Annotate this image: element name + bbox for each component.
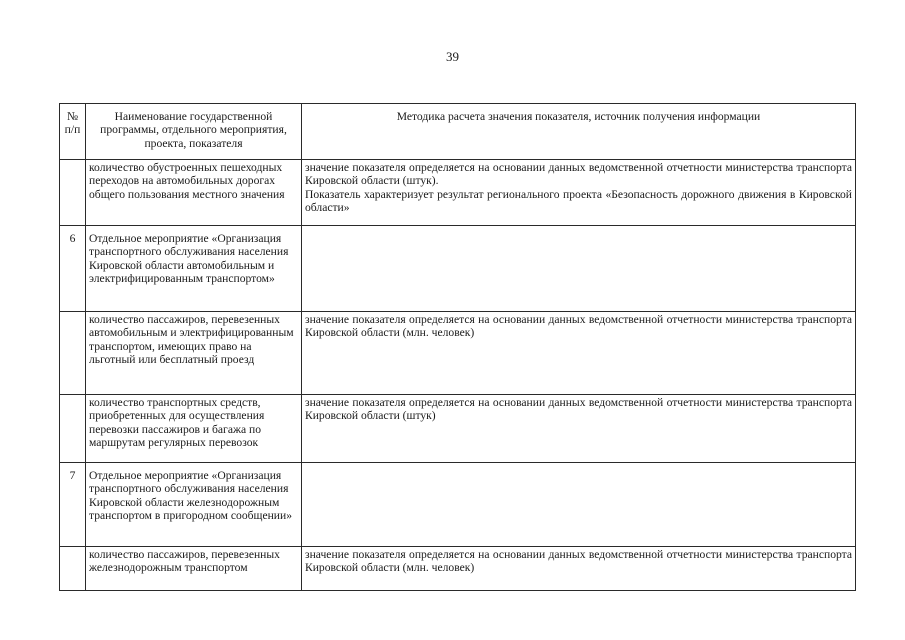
method-text: значение показателя определяется на основании данных ведомственной отчетности министерства транспорта Кировской области (млн. человек) bbox=[305, 313, 852, 340]
table-header-row bbox=[60, 104, 856, 160]
header-method: Методика расчета значения показателя, источник получения информации bbox=[302, 104, 856, 160]
table-row bbox=[60, 312, 856, 395]
row-num bbox=[60, 547, 86, 591]
row-num bbox=[60, 312, 86, 395]
row-name: количество обустроенных пешеходных переходов на автомобильных дорогах общего пользования местного значения bbox=[86, 160, 302, 226]
row-method bbox=[302, 160, 856, 226]
row-method bbox=[302, 463, 856, 547]
row-num: 7 bbox=[60, 463, 86, 547]
row-name: количество пассажиров, перевезенных автомобильным и электрифицированным транспортом, имеющих право на льготный или бесплатный проезд bbox=[86, 312, 302, 395]
table-row bbox=[60, 463, 856, 547]
method-text: Показатель характеризует результат регионального проекта «Безопасность дорожного движения в Кировской области» bbox=[305, 187, 852, 215]
table-row bbox=[60, 395, 856, 463]
table-row bbox=[60, 547, 856, 591]
row-name: Отдельное мероприятие «Организация транспортного обслуживания населения Кировской области автомобильным и электрифицированным транспортом» bbox=[86, 226, 302, 312]
table-row bbox=[60, 160, 856, 226]
indicators-table bbox=[59, 103, 856, 591]
row-num: 6 bbox=[60, 226, 86, 312]
row-method bbox=[302, 226, 856, 312]
row-method bbox=[302, 547, 856, 591]
method-text: значение показателя определяется на основании данных ведомственной отчетности министерства транспорта Кировской области (штук). bbox=[305, 161, 852, 188]
row-name: Отдельное мероприятие «Организация транспортного обслуживания населения Кировской области железнодорожным транспортом в пригородном сообщении» bbox=[86, 463, 302, 547]
row-name: количество транспортных средств, приобретенных для осуществления перевозки пассажиров и багажа по маршрутам регулярных перевозок bbox=[86, 395, 302, 463]
row-num bbox=[60, 395, 86, 463]
method-text: значение показателя определяется на основании данных ведомственной отчетности министерства транспорта Кировской области (штук) bbox=[305, 396, 852, 423]
row-method bbox=[302, 312, 856, 395]
header-name: Наименование государственной программы, отдельного мероприятия, проекта, показателя bbox=[86, 104, 302, 160]
row-name: количество пассажиров, перевезенных железнодорожным транспортом bbox=[86, 547, 302, 591]
row-method bbox=[302, 395, 856, 463]
page-number: 39 bbox=[446, 49, 459, 64]
table-row bbox=[60, 226, 856, 312]
row-num bbox=[60, 160, 86, 226]
header-num: № п/п bbox=[60, 104, 86, 160]
method-text: значение показателя определяется на основании данных ведомственной отчетности министерства транспорта Кировской области (млн. человек) bbox=[305, 548, 852, 575]
